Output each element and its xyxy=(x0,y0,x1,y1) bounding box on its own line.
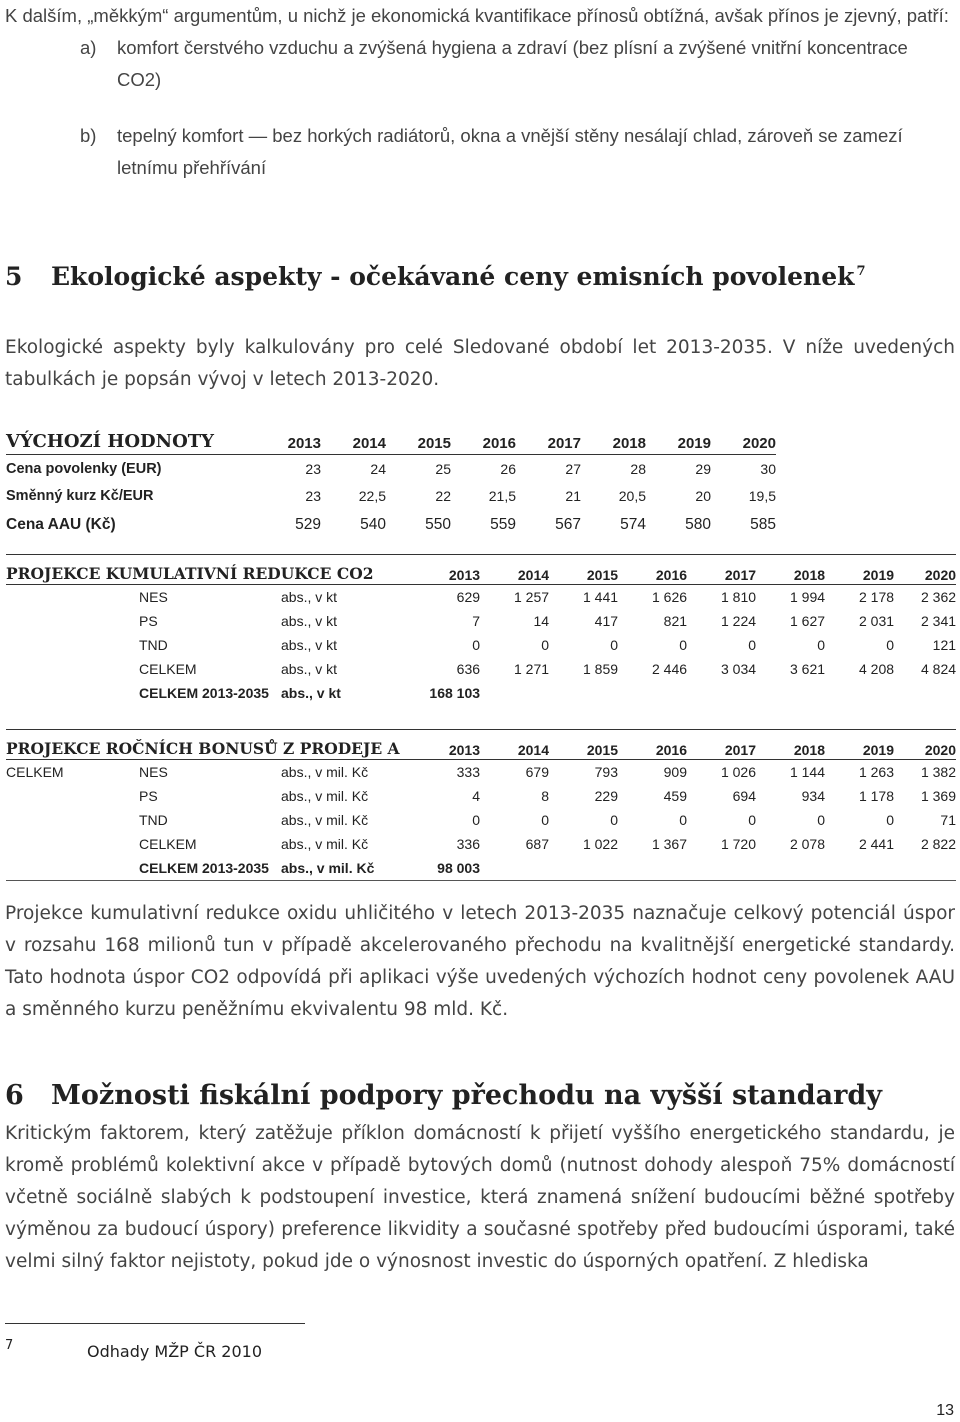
table-row xyxy=(6,808,956,832)
total-value: 98 003 xyxy=(411,856,480,881)
cell: 24 xyxy=(370,460,386,477)
year-header: 2013 xyxy=(411,730,480,760)
row-name: CELKEM xyxy=(139,661,197,677)
year-header: 2019 xyxy=(825,730,894,760)
year-header: 2015 xyxy=(549,730,618,760)
year-header: 2019 xyxy=(825,555,894,585)
cell: 0 xyxy=(886,637,895,653)
footnote-number: 7 xyxy=(5,1338,14,1353)
cell: 22 xyxy=(435,487,451,504)
cell: 2 078 xyxy=(789,836,825,852)
year-header: 2017 xyxy=(516,422,581,455)
cell: 20 xyxy=(695,487,711,504)
row-label: Cena povolenky (EUR) xyxy=(6,460,162,477)
cell: 567 xyxy=(555,516,581,533)
cell: 1 369 xyxy=(920,788,956,804)
footnote-divider xyxy=(5,1323,305,1324)
cell: 574 xyxy=(620,516,646,533)
year-header: 2013 xyxy=(411,555,480,585)
cell: 0 xyxy=(610,637,619,653)
cell: 1 257 xyxy=(513,589,550,605)
cell: 687 xyxy=(525,836,549,852)
cell: 1 367 xyxy=(651,836,687,852)
cell: 1 224 xyxy=(720,613,757,629)
cell: 0 xyxy=(610,812,618,828)
table-total-row xyxy=(6,856,956,881)
cell: 23 xyxy=(305,460,321,477)
list-item-text: tepelný komfort — bez horkých radiátorů, okna a vnější stěny nesálají chlad, zároveň se zamezí letnímu přehřívání xyxy=(117,125,903,178)
cell: 0 xyxy=(817,812,825,828)
cell: 459 xyxy=(663,788,687,804)
bonus-projection-table xyxy=(6,729,956,881)
row-unit: abs., v mil. Kč xyxy=(281,812,369,828)
cell: 20,5 xyxy=(618,487,646,504)
cell: 19,5 xyxy=(748,487,776,504)
table-title: PROJEKCE KUMULATIVNÍ REDUKCE CO2 xyxy=(6,555,411,585)
cell: 679 xyxy=(525,764,549,780)
cell: 1 859 xyxy=(582,661,619,677)
row-unit: abs., v mil. Kč xyxy=(281,788,369,804)
cell: 1 626 xyxy=(651,589,688,605)
cell: 2 362 xyxy=(920,589,957,605)
cell: 0 xyxy=(679,637,688,653)
table-row xyxy=(6,832,956,856)
list-item xyxy=(5,120,955,184)
cell: 550 xyxy=(425,516,451,533)
cell: 1 022 xyxy=(582,836,618,852)
cell: 1 720 xyxy=(720,836,756,852)
page-number: 13 xyxy=(936,1402,954,1419)
cell: 7 xyxy=(472,613,481,629)
group-label: CELKEM xyxy=(6,764,64,780)
cell: 2 031 xyxy=(858,613,895,629)
row-name: PS xyxy=(139,788,158,804)
cell: 629 xyxy=(456,589,481,605)
table-row xyxy=(6,585,956,610)
cell: 23 xyxy=(305,487,321,504)
initial-values-table xyxy=(6,422,776,541)
year-header: 2017 xyxy=(687,730,756,760)
row-label: Směnný kurz Kč/EUR xyxy=(6,487,154,504)
cell: 26 xyxy=(500,460,516,477)
section6-paragraph: Kritickým faktorem, který zatěžuje příklon domácností k přijetí vyššího energetického standardu, je kromě problémů kolektivní akce v případě bytových domů (nutnost dohody alespoň 75% domácností včetně sociálně slabých k podstoupení investice, která znamená snížení budoucími běžné spotřeby výměnou za budoucí úspory) preference likvidity a současné spotřeby před budoucími úsporami, také velmi silný faktor nejistoty, pokud jde o výnosnost investic do úsporných opatření. Z hlediska xyxy=(5,1123,955,1272)
row-label: Cena AAU (Kč) xyxy=(6,516,116,533)
row-unit: abs., v kt xyxy=(281,685,341,701)
cell: 580 xyxy=(685,516,711,533)
row-unit: abs., v mil. Kč xyxy=(281,856,411,881)
table-header-row xyxy=(6,555,956,585)
table-row xyxy=(6,482,776,509)
footnote-ref: 7 xyxy=(856,264,866,279)
table-title: VÝCHOZÍ HODNOTY xyxy=(6,422,256,455)
cell: 336 xyxy=(456,836,480,852)
footnote xyxy=(5,1338,262,1361)
cell: 0 xyxy=(472,637,481,653)
year-header: 2020 xyxy=(894,555,956,585)
year-header: 2013 xyxy=(256,422,321,455)
cell: 793 xyxy=(594,764,618,780)
year-header: 2018 xyxy=(756,555,825,585)
section5-paragraph: Ekologické aspekty byly kalkulovány pro celé Sledované období let 2013-2035. V níže uvedených tabulkách je popsán vývoj v letech 2013-2020. xyxy=(5,337,955,390)
row-unit: abs., v mil. Kč xyxy=(281,836,369,852)
row-name: NES xyxy=(139,764,168,780)
list-marker: b) xyxy=(80,125,97,146)
cell: 14 xyxy=(533,613,550,629)
cell: 417 xyxy=(594,613,619,629)
cell: 25 xyxy=(435,460,451,477)
cell: 1 026 xyxy=(720,764,756,780)
row-unit: abs., v kt xyxy=(281,589,338,605)
table-row xyxy=(6,760,956,785)
cell: 1 271 xyxy=(513,661,550,677)
list-marker: a) xyxy=(80,37,97,58)
row-name: CELKEM xyxy=(139,836,197,852)
cell: 4 208 xyxy=(858,661,895,677)
cell: 1 441 xyxy=(582,589,619,605)
cell: 821 xyxy=(663,613,688,629)
cell: 0 xyxy=(472,812,480,828)
table-row xyxy=(6,455,776,483)
cell: 585 xyxy=(750,516,776,533)
section-heading-5 xyxy=(5,262,865,291)
cell: 0 xyxy=(817,637,826,653)
row-name: CELKEM 2013-2035 xyxy=(139,856,281,881)
year-header: 2017 xyxy=(687,555,756,585)
year-header: 2015 xyxy=(549,555,618,585)
cell: 21,5 xyxy=(488,487,516,504)
cell: 71 xyxy=(940,812,956,828)
year-header: 2014 xyxy=(480,730,549,760)
cell: 8 xyxy=(541,788,549,804)
row-name: CELKEM 2013-2035 xyxy=(139,685,269,701)
cell: 559 xyxy=(490,516,516,533)
cell: 0 xyxy=(748,637,757,653)
table-row xyxy=(6,509,776,541)
row-unit: abs., v kt xyxy=(281,613,338,629)
cell: 333 xyxy=(456,764,480,780)
year-header: 2018 xyxy=(581,422,646,455)
table-row xyxy=(6,633,956,657)
total-value: 168 103 xyxy=(429,685,481,701)
cell: 934 xyxy=(801,788,825,804)
row-unit: abs., v kt xyxy=(281,637,338,653)
cell: 1 144 xyxy=(789,764,825,780)
cell: 1 994 xyxy=(789,589,826,605)
row-name: PS xyxy=(139,613,158,629)
table-header-row xyxy=(6,422,776,455)
cell: 636 xyxy=(456,661,481,677)
table-total-row xyxy=(6,681,956,705)
year-header: 2018 xyxy=(756,730,825,760)
cell: 694 xyxy=(732,788,756,804)
table-row xyxy=(6,784,956,808)
year-header: 2014 xyxy=(480,555,549,585)
cell: 1 382 xyxy=(920,764,956,780)
cell: 2 822 xyxy=(920,836,956,852)
table-title: PROJEKCE ROČNÍCH BONUSŮ Z PRODEJE A xyxy=(6,730,411,760)
list-item-text: komfort čerstvého vzduchu a zvýšená hygiena a zdraví (bez plísní a zvýšené vnitřní koncentrace CO2) xyxy=(117,37,908,90)
cell: 4 824 xyxy=(920,661,957,677)
table-row xyxy=(6,609,956,633)
year-header: 2019 xyxy=(646,422,711,455)
year-header: 2016 xyxy=(618,730,687,760)
table-row xyxy=(6,657,956,681)
summary-paragraph: Projekce kumulativní redukce oxidu uhličitého v letech 2013-2035 naznačuje celkový potenciál úspor v rozsahu 168 milionů tun v případě akcelerovaného přechodu na kvalitnější energetické standardy. Tato hodnota úspor CO2 odpovídá při aplikaci výše uvedených výchozích hodnot ceny povolenek AAU a směnného kurzu peněžnímu ekvivalentu 98 mld. Kč. xyxy=(5,903,955,1020)
section-heading-6 xyxy=(5,1080,882,1111)
cell: 1 263 xyxy=(858,764,894,780)
cell: 29 xyxy=(695,460,711,477)
year-header: 2014 xyxy=(321,422,386,455)
intro-block xyxy=(5,0,955,184)
row-unit: abs., v mil. Kč xyxy=(281,764,369,780)
year-header: 2016 xyxy=(618,555,687,585)
cell: 540 xyxy=(360,516,386,533)
cell: 4 xyxy=(472,788,480,804)
cell: 3 034 xyxy=(720,661,757,677)
cell: 22,5 xyxy=(358,487,386,504)
section-number: 6 xyxy=(5,1080,24,1111)
year-header: 2015 xyxy=(386,422,451,455)
cell: 27 xyxy=(565,460,581,477)
row-name: TND xyxy=(139,812,168,828)
row-unit: abs., v kt xyxy=(281,661,338,677)
cell: 529 xyxy=(295,516,321,533)
cell: 0 xyxy=(748,812,756,828)
cell: 1 178 xyxy=(858,788,894,804)
section-number: 5 xyxy=(5,262,23,291)
cell: 1 810 xyxy=(720,589,757,605)
cell: 229 xyxy=(594,788,618,804)
year-header: 2020 xyxy=(711,422,776,455)
list-item xyxy=(5,32,955,96)
row-name: TND xyxy=(139,637,168,653)
cell: 0 xyxy=(679,812,687,828)
cell: 1 627 xyxy=(789,613,826,629)
intro-text: K dalším, „měkkým“ argumentům, u nichž je ekonomická kvantifikace přínosů obtížná, avšak přínos je zjevný, patří: xyxy=(5,5,949,26)
cell: 0 xyxy=(541,812,549,828)
cell: 2 178 xyxy=(858,589,895,605)
cell: 121 xyxy=(932,637,957,653)
year-header: 2020 xyxy=(894,730,956,760)
cell: 2 341 xyxy=(920,613,957,629)
co2-reduction-table xyxy=(6,554,956,705)
cell: 0 xyxy=(541,637,550,653)
cell: 30 xyxy=(760,460,776,477)
cell: 2 441 xyxy=(858,836,894,852)
footnote-text: Odhady MŽP ČR 2010 xyxy=(87,1342,262,1361)
year-header: 2016 xyxy=(451,422,516,455)
table-header-row xyxy=(6,730,956,760)
section-title: Možnosti fiskální podpory přechodu na vyšší standardy xyxy=(51,1080,882,1111)
cell: 3 621 xyxy=(789,661,826,677)
cell: 0 xyxy=(886,812,894,828)
section-title: Ekologické aspekty - očekávané ceny emisních povolenek xyxy=(51,262,855,291)
cell: 28 xyxy=(630,460,646,477)
cell: 909 xyxy=(663,764,687,780)
cell: 21 xyxy=(565,487,581,504)
row-name: NES xyxy=(139,589,168,605)
cell: 2 446 xyxy=(651,661,688,677)
